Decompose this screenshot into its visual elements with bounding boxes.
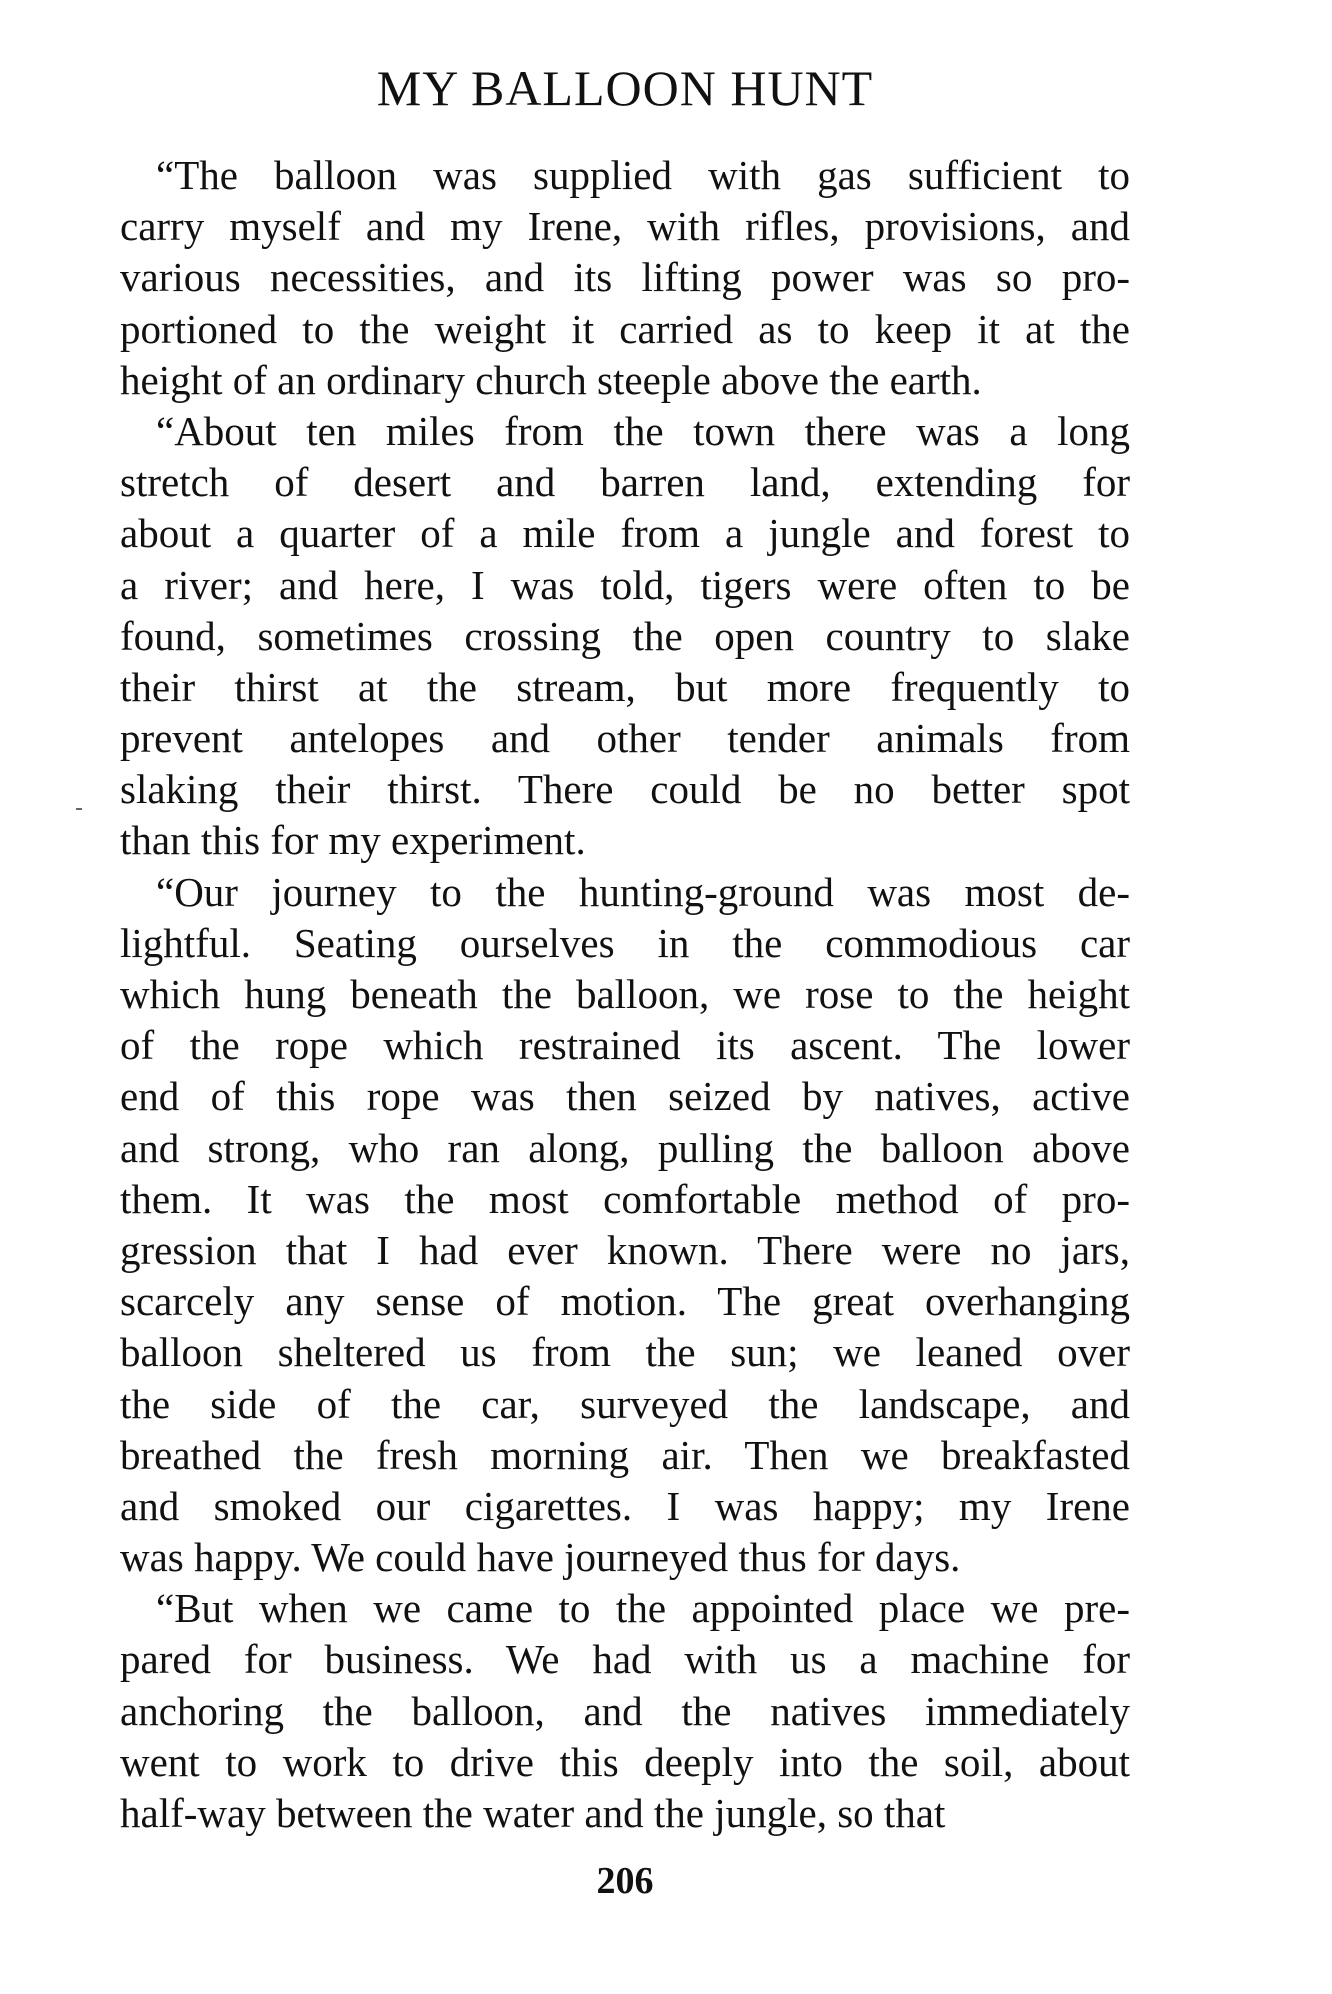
text-line: height of an ordinary church steeple above the earth. (120, 356, 982, 403)
paragraph (120, 150, 1130, 406)
text-line: the side of the car, surveyed the landscape, and (120, 1380, 1130, 1427)
text-line: anchoring the balloon, and the natives immediately (120, 1687, 1130, 1734)
text-line: portioned to the weight it carried as to keep it at the (120, 305, 1130, 352)
text-line: balloon sheltered us from the sun; we leaned over (120, 1329, 1130, 1376)
text-line: scarcely any sense of motion. The great overhanging (120, 1278, 1130, 1325)
text-line: end of this rope was then seized by natives, active (120, 1073, 1130, 1120)
paragraph (120, 1583, 1130, 1839)
text-line: a river; and here, I was told, tigers were often to be (120, 561, 1130, 608)
margin-mark (76, 808, 82, 810)
text-line: of the rope which restrained its ascent. The lower (120, 1022, 1130, 1069)
paragraph (120, 867, 1130, 1584)
text-line: stretch of desert and barren land, extending for (120, 459, 1130, 506)
paragraph (120, 406, 1130, 867)
text-line: lightful. Seating ourselves in the commodious car (120, 919, 1130, 966)
body-text (120, 150, 1130, 1839)
text-line: “But when we came to the appointed place we pre- (156, 1585, 1130, 1632)
page-number: 206 (596, 1860, 654, 1902)
text-line: “About ten miles from the town there was a long (156, 407, 1130, 454)
text-line: them. It was the most comfortable method of pro- (120, 1175, 1130, 1222)
text-line: and smoked our cigarettes. I was happy; my Irene (120, 1482, 1130, 1529)
text-line: “The balloon was supplied with gas sufficient to (156, 152, 1130, 198)
text-line: which hung beneath the balloon, we rose to the height (120, 971, 1130, 1017)
text-line: pared for business. We had with us a machine for (120, 1636, 1130, 1683)
text-line: prevent antelopes and other tender animals from (120, 715, 1130, 762)
text-line: gression that I had ever known. There were no jars, (120, 1226, 1130, 1273)
text-line: was happy. We could have journeyed thus for days. (120, 1534, 961, 1581)
text-line: breathed the fresh morning air. Then we breakfasted (120, 1431, 1130, 1478)
text-line: went to work to drive this deeply into the soil, about (120, 1738, 1130, 1785)
text-line: slaking their thirst. There could be no better spot (120, 766, 1130, 813)
running-head-title: MY BALLOON HUNT (376, 60, 874, 116)
text-line: and strong, who ran along, pulling the balloon above (120, 1124, 1130, 1171)
text-line: carry myself and my Irene, with rifles, provisions, and (120, 203, 1130, 250)
text-line: about a quarter of a mile from a jungle and forest to (120, 510, 1130, 557)
text-line: “Our journey to the hunting-ground was most de- (156, 868, 1130, 915)
text-line: their thirst at the stream, but more frequently to (120, 663, 1130, 710)
text-line: found, sometimes crossing the open country to slake (120, 612, 1130, 659)
text-line: half-way between the water and the jungle, so that (120, 1790, 946, 1836)
text-line: various necessities, and its lifting power was so pro- (120, 254, 1130, 301)
text-line: than this for my experiment. (120, 817, 586, 864)
